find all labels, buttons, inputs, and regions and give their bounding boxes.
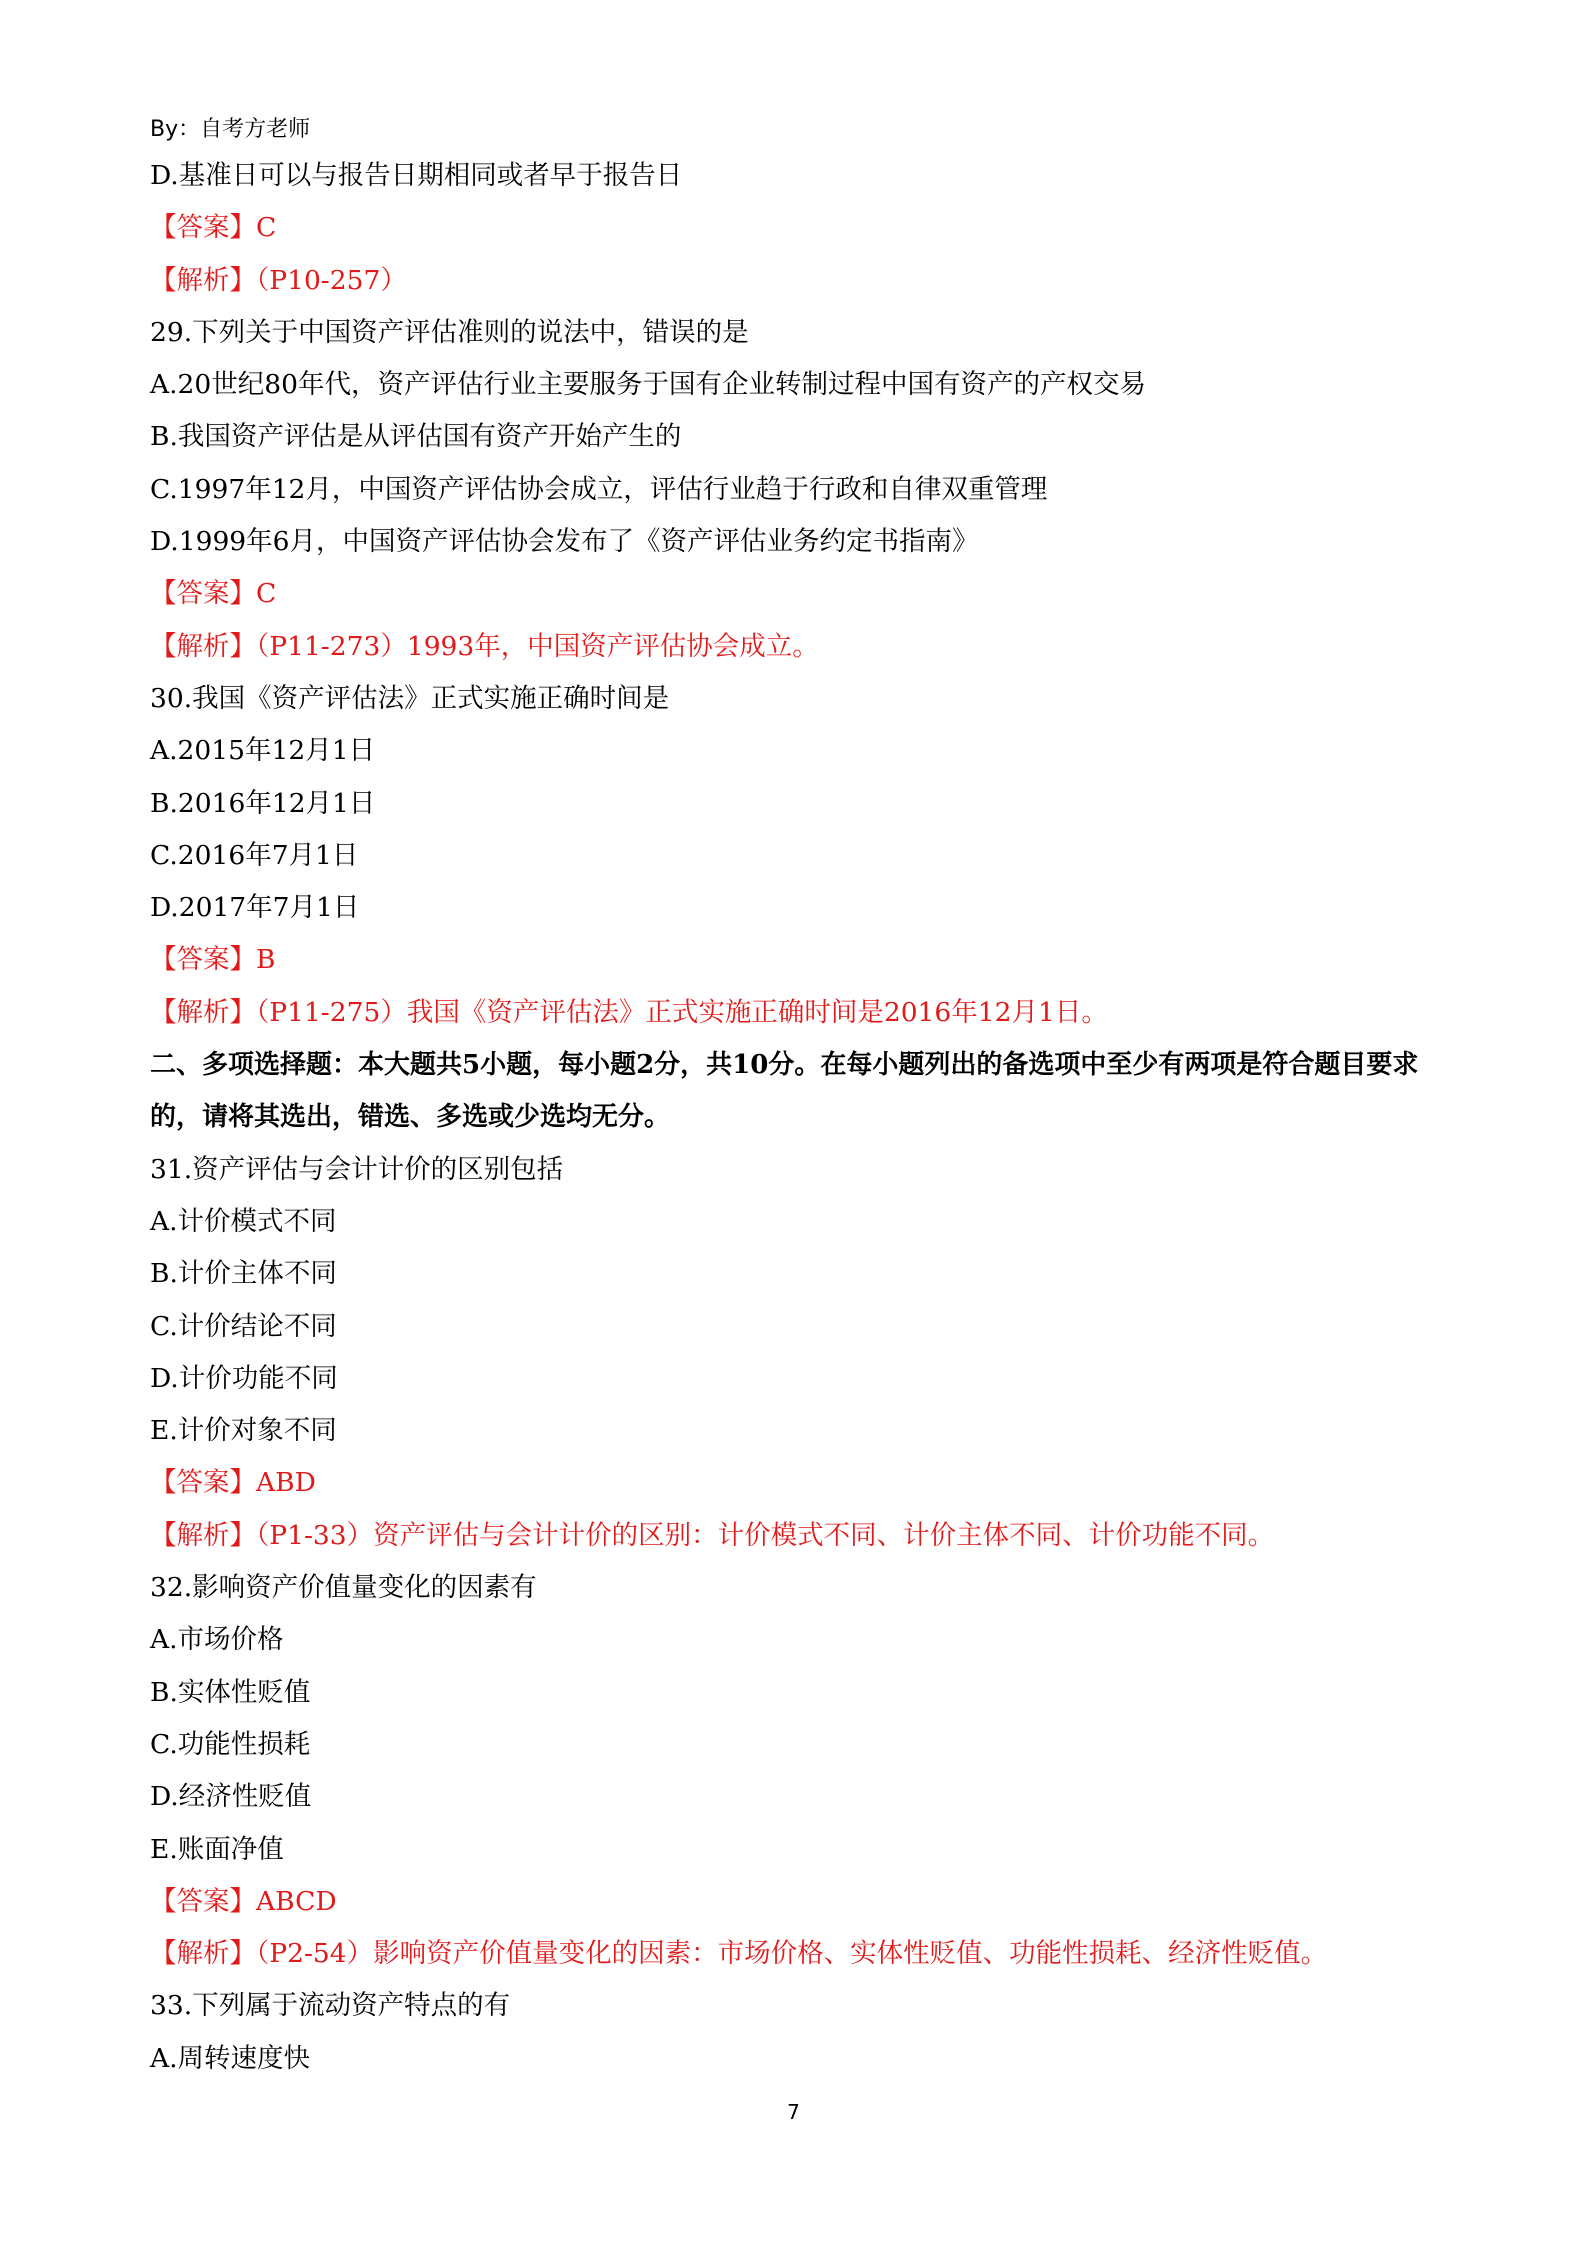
answer-line: 【答案】C (150, 212, 277, 244)
question-line: E.计价对象不同 (150, 1415, 337, 1447)
question-line: A.20世纪80年代，资产评估行业主要服务于国有企业转制过程中国有资产的产权交易 (150, 369, 1147, 401)
question-line: D.1999年6月，中国资产评估协会发布了《资产评估业务约定书指南》 (150, 526, 979, 558)
question-line: D.基准日可以与报告日期相同或者早于报告日 (150, 160, 683, 191)
answer-line: 【答案】B (150, 944, 276, 976)
analysis-line: 【解析】（P2-54）影响资产价值量变化的因素：市场价格、实体性贬值、功能性损耗、经济性贬值。 (150, 1938, 1328, 1970)
analysis-line: 【解析】（P11-273）1993年，中国资产评估协会成立。 (150, 630, 819, 662)
question-line: D.经济性贬值 (150, 1781, 312, 1813)
question-line: C.1997年12月，中国资产评估协会成立，评估行业趋于行政和自律双重管理 (150, 473, 1048, 505)
answer-line: 【答案】ABD (150, 1467, 316, 1499)
question-line: 30.我国《资产评估法》正式实施正确时间是 (150, 682, 670, 714)
document-content (150, 150, 1450, 2085)
question-line: C.功能性损耗 (150, 1728, 311, 1760)
analysis-line: 【解析】（P1-33）资产评估与会计计价的区别：计价模式不同、计价主体不同、计价功能不同。 (150, 1519, 1275, 1551)
question-line: B.实体性贬值 (150, 1676, 311, 1708)
question-line: D.计价功能不同 (150, 1362, 338, 1394)
question-line: A.市场价格 (150, 1624, 284, 1656)
question-line: A.计价模式不同 (150, 1205, 337, 1237)
section-heading: 二、多项选择题：本大题共5小题，每小题2分，共10分。在每小题列出的备选项中至少有两项是符合题目要求的，请将其选出，错选、多选或少选均无分。 (150, 1050, 1419, 1133)
question-line: E.账面净值 (150, 1833, 284, 1865)
analysis-line: 【解析】（P11-275）我国《资产评估法》正式实施正确时间是2016年12月1日。 (150, 996, 1108, 1028)
question-line: B.计价主体不同 (150, 1258, 337, 1290)
answer-line: 【答案】ABCD (150, 1885, 337, 1917)
question-line: A.2015年12月1日 (150, 735, 376, 767)
question-line: B.2016年12月1日 (150, 787, 376, 819)
question-line: 32.影响资产价值量变化的因素有 (150, 1572, 537, 1604)
question-line: D.2017年7月1日 (150, 892, 360, 924)
question-line: 31.资产评估与会计计价的区别包括 (150, 1153, 564, 1185)
question-line: 33.下列属于流动资产特点的有 (150, 1990, 511, 2022)
author-line: By：自考方老师 (150, 117, 311, 142)
analysis-line: 【解析】（P10-257） (150, 264, 407, 296)
document-page (150, 110, 1450, 2085)
question-line: 29.下列关于中国资产评估准则的说法中，错误的是 (150, 316, 749, 348)
question-line: C.计价结论不同 (150, 1310, 337, 1342)
question-line: B.我国资产评估是从评估国有资产开始产生的 (150, 421, 682, 453)
question-line: C.2016年7月1日 (150, 839, 359, 871)
answer-line: 【答案】C (150, 578, 277, 610)
question-line: A.周转速度快 (150, 2042, 311, 2074)
page-number: 7 (787, 2100, 800, 2124)
